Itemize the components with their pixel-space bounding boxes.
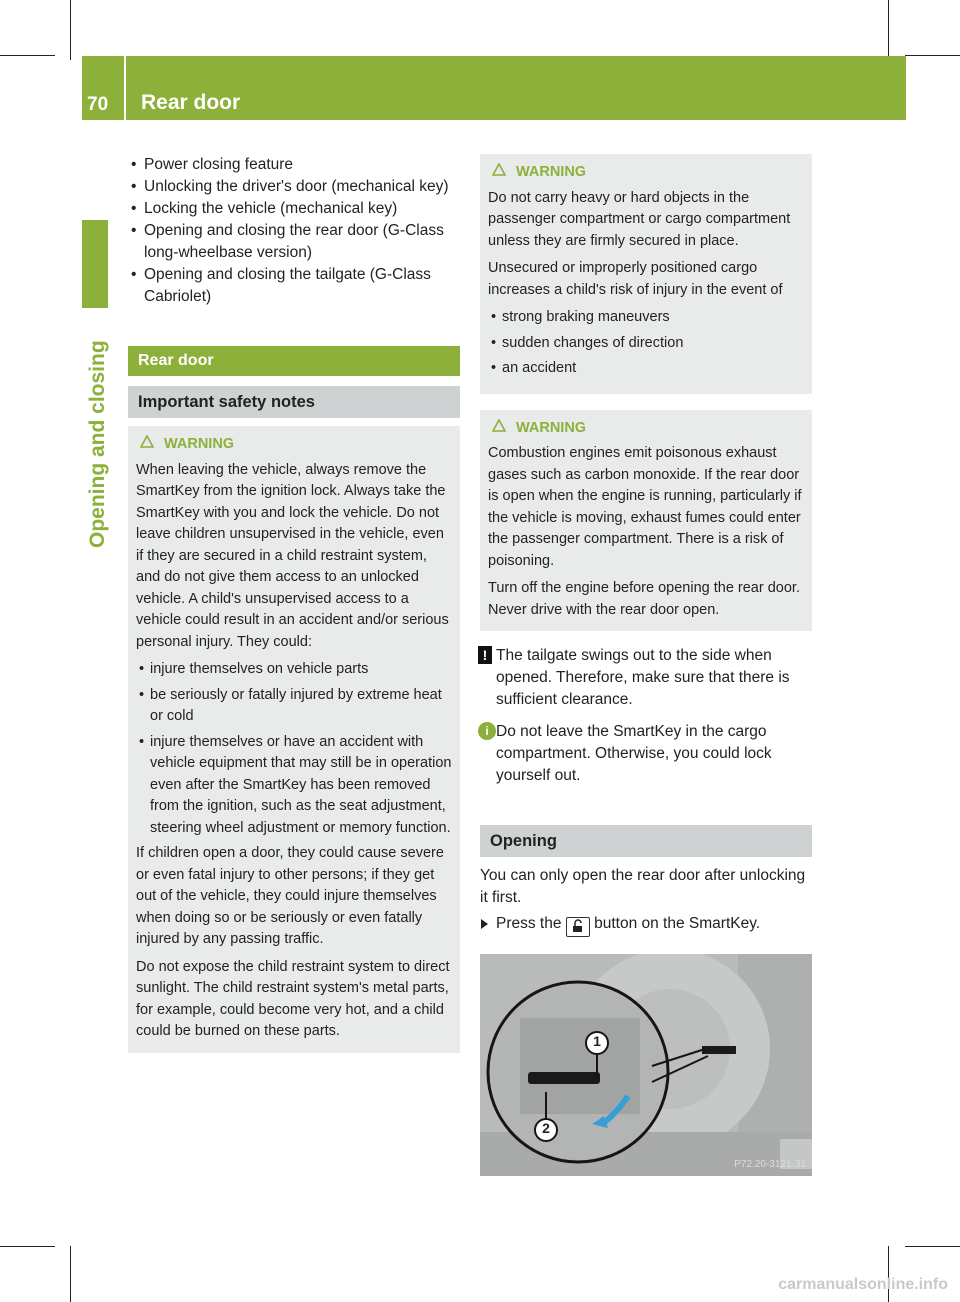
warning-title: WARNING [516,419,587,436]
warning-paragraph: If children open a door, they could cause severe or even fatal injury to other persons; if they get out of the vehicle, they could injure themselves when doing so or be seriously or even fatally injured by any passing traffic. [136,845,444,947]
section-heading: Rear door [128,346,460,376]
list-item: • Opening and closing the rear door (G-Class long-wheelbase version) [128,220,460,264]
rear-door-figure [480,954,812,1176]
door-handle [528,1072,600,1084]
warning-box [128,426,460,1053]
warning-title: WARNING [516,164,587,180]
list-item: • Locking the vehicle (mechanical key) [128,198,460,220]
warning-title-row [488,418,804,440]
list-item: • Power closing feature [128,154,460,176]
info-note-text: Do not leave the SmartKey in the cargo compartment. Otherwise, you could lock yourself out. [496,723,772,784]
list-item: • injure themselves or have an accident with vehicle equipment that may still be in operation even after the SmartKey has been removed from the ignition, such as the seat adjustment, steering wheel adjustment or memory function. [136,732,452,840]
page-title: Rear door [141,91,241,114]
exclamation-icon: ! [478,646,492,664]
crop-mark [0,55,55,56]
callout-2: 2 [542,1120,550,1136]
step-prefix: Press the [496,915,562,932]
crop-mark [70,1246,71,1302]
warning-paragraph: Do not expose the child restraint system to direct sunlight. The child restraint system's metal parts, for example, could become very hot, and a child could be burned on these parts. [136,958,450,1039]
crop-mark [0,1246,55,1247]
warning-paragraph: Unsecured or improperly positioned cargo increases a child's risk of injury in the event of [488,260,783,298]
sidebar-tab [82,220,108,308]
warning-title: WARNING [164,436,235,452]
warning-bullet-list [488,307,804,380]
list-item: • Unlocking the driver's door (mechanical key) [128,176,460,198]
figure-code: P72.20-3121-31 [734,1159,806,1170]
callout-1: 1 [593,1033,601,1049]
warning-triangle-icon [492,418,506,440]
warning-paragraph: Do not carry heavy or hard objects in the passenger compartment or cargo compartment unless they are firmly secured in place. [488,189,791,249]
watermark: carmanualsonline.info [778,1276,948,1293]
list-item: • be seriously or fatally injured by extreme heat or cold [136,685,452,728]
caution-note [480,645,812,711]
unlock-icon [566,917,590,937]
warning-box [480,410,812,632]
list-item: • sudden changes of direction [488,333,804,355]
warning-paragraph: Turn off the engine before opening the rear door. Never drive with the rear door open. [488,580,800,618]
sidebar-section-title: Opening and closing [86,340,109,548]
warning-title-row [488,162,804,184]
opening-heading: Opening [480,825,812,857]
crop-mark [70,0,71,60]
opening-text: You can only open the rear door after unlocking it first. [480,867,806,906]
step-instruction [480,913,812,937]
arrow-step-icon [480,913,490,942]
right-column [480,154,812,937]
page-number: 70 [87,94,109,115]
warning-paragraph: Combustion engines emit poisonous exhaust gases such as carbon monoxide. If the rear door is open when the engine is running, particularly if the vehicle is moving, exhaust fumes could enter the passenger compartment. There is a risk of poisoning. [488,445,802,569]
list-item: • an accident [488,358,804,380]
info-icon: i [478,722,496,740]
warning-paragraph: When leaving the vehicle, always remove the SmartKey from the ignition lock. Always take the SmartKey with you and lock the vehicle. Do not leave children unsupervised in the vehicle, even if they are secured in a child restraint system, and do not give them access to an unlocked vehicle. A child's unsupervised access to a vehicle could result in an accident and/or serious personal injury. They could: [136,461,449,650]
list-item: • strong braking maneuvers [488,307,804,329]
step-suffix: button on the SmartKey. [594,915,761,932]
list-item: • Opening and closing the tailgate (G-Class Cabriolet) [128,264,460,308]
rear-door-illustration [480,954,812,1176]
warning-bullet-list [136,659,452,839]
list-item: • injure themselves on vehicle parts [136,659,452,681]
left-column [128,154,460,1053]
info-note [480,721,812,787]
warning-title-row [136,434,452,456]
intro-bullet-list [128,154,460,308]
crop-mark [888,0,889,60]
warning-box [480,154,812,394]
subsection-heading: Important safety notes [128,386,460,418]
crop-mark [905,1246,960,1247]
caution-note-text: The tailgate swings out to the side when opened. Therefore, make sure that there is sufficient clearance. [496,647,790,708]
warning-triangle-icon [492,162,506,184]
warning-triangle-icon [140,434,154,456]
crop-mark [905,55,960,56]
